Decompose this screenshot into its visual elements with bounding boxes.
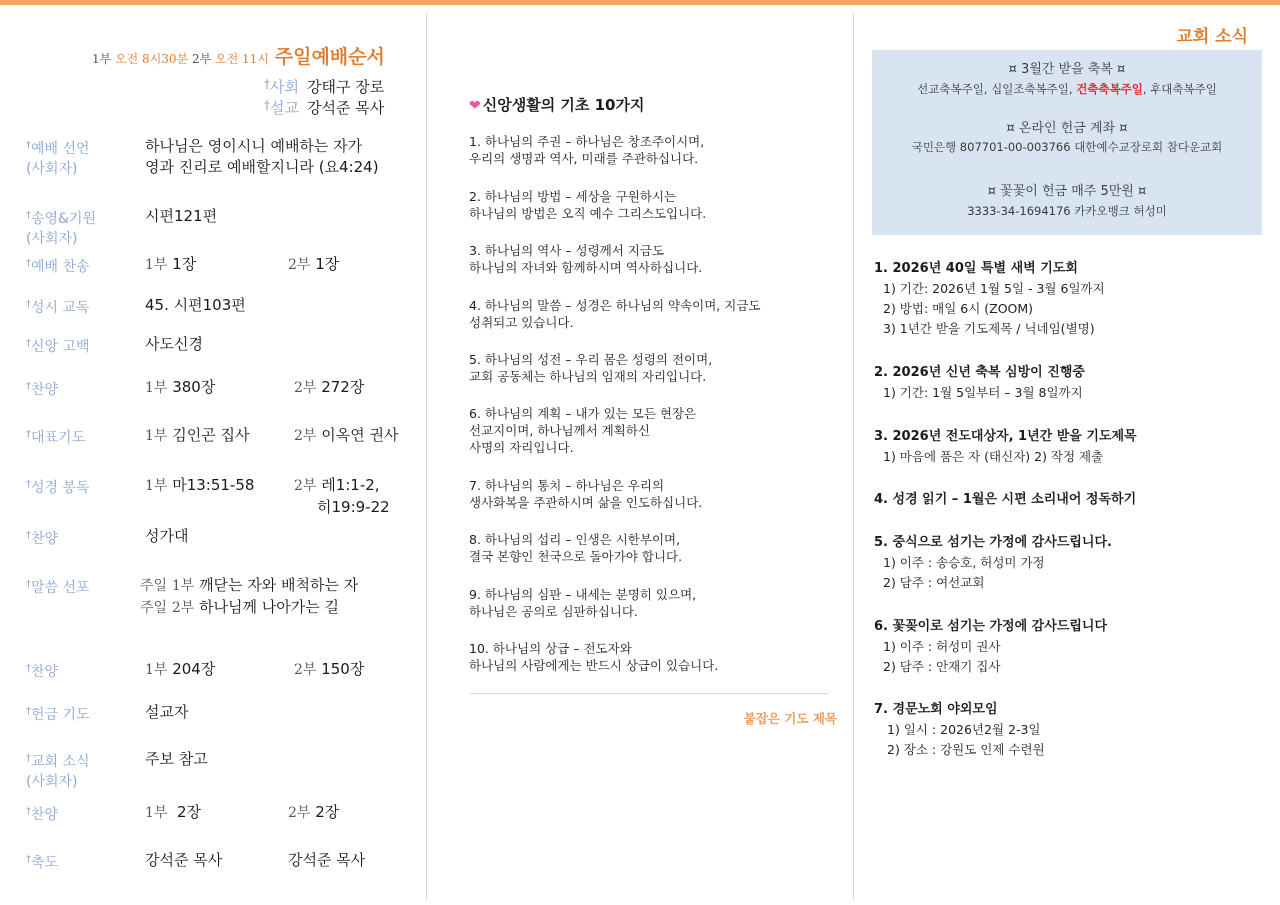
order-value-part2: 2부 1장 bbox=[288, 255, 340, 273]
officer-role: 사회 bbox=[270, 78, 299, 96]
church-news-title: 교회 소식 bbox=[1176, 27, 1248, 47]
order-value-part1: 1부 2장 bbox=[145, 803, 202, 821]
order-label: †찬양 bbox=[26, 806, 59, 823]
part2-label: 2부 bbox=[191, 52, 212, 66]
order-value-part1: 1부 마13:51-58 bbox=[145, 476, 255, 494]
basics-item: 6. 하나님의 계획 – 내가 있는 모든 현장은 선교지이며, 하나님께서 계획하신 사명의 자리입니다. bbox=[469, 406, 697, 455]
officer-host: †사회 강태구 장로 bbox=[264, 77, 385, 96]
officer-role: 설교 bbox=[270, 99, 299, 117]
order-label: †찬양 bbox=[26, 530, 59, 547]
flower-offering-account: 3333-34-1694176 카카오뱅크 허성미 bbox=[967, 204, 1167, 218]
faith-basics-title: ❤ 신앙생활의 기초 10가지 bbox=[469, 96, 645, 114]
basics-item: 10. 하나님의 상급 – 전도자와 하나님의 사람에게는 반드시 상급이 있습니다. bbox=[469, 641, 719, 673]
order-value-part1: 1부 1장 bbox=[145, 255, 197, 273]
order-value: 주보 참고 bbox=[145, 750, 208, 768]
basics-item: 7. 하나님의 통치 – 하나님은 우리의 생사화복을 주관하시며 삶을 인도하십니다. bbox=[469, 478, 703, 510]
dotted-divider bbox=[471, 693, 827, 694]
order-value-part1: 1부 김인곤 집사 bbox=[145, 426, 250, 444]
basics-item: 5. 하나님의 성전 – 우리 몸은 성령의 전이며, 교회 공동체는 하나님의 임재의 자리입니다. bbox=[469, 352, 713, 384]
news-item: 3. 2026년 전도대상자, 1년간 받을 기도제목 1) 마음에 품은 자 (태신자) 2) 작정 제출 bbox=[874, 429, 1137, 464]
news-item: 1. 2026년 40일 특별 새벽 기도회 1) 기간: 2026년 1월 5일 - 3월 6일까지 2) 방법: 매일 6시 (ZOOM) 3) 1년간 받을 기도제목 / 닉네임(별명) bbox=[874, 261, 1105, 336]
officer-name: 강태구 장로 bbox=[306, 78, 385, 96]
news-item: 2. 2026년 신년 축복 심방이 진행중 1) 기간: 1월 5일부터 – 3월 8일까지 bbox=[874, 365, 1085, 400]
basics-item: 4. 하나님의 말씀 – 성경은 하나님의 약속이며, 지금도 성취되고 있습니다. bbox=[469, 298, 761, 330]
part1-time: 오전 8시30분 bbox=[115, 52, 189, 66]
part2-time: 오전 11시 bbox=[215, 52, 269, 66]
worship-order-title: 주일예배순서 bbox=[274, 46, 385, 68]
news-item: 6. 꽃꽂이로 섬기는 가정에 감사드립니다 1) 이주 : 허성미 권사 2) 담주 : 안재기 집사 bbox=[874, 619, 1108, 674]
basics-item: 8. 하나님의 섭리 – 인생은 시한부이며, 결국 본향인 천국으로 돌아가야 합니다. bbox=[469, 532, 683, 564]
order-label: †신앙 고백 bbox=[26, 338, 90, 355]
order-value: 성가대 bbox=[145, 527, 189, 545]
service-times-header bbox=[92, 42, 385, 69]
order-label: †헌금 기도 bbox=[26, 706, 90, 723]
order-value-part2: 2부 272장 bbox=[294, 378, 365, 396]
flower-offering-heading: ¤ 꽃꽃이 헌금 매주 5만원 ¤ bbox=[987, 184, 1147, 199]
order-label: †교회 소식 (사회자) bbox=[26, 753, 90, 790]
news-item: 7. 경문노회 야외모임 1) 일시 : 2026년2월 2-3일 2) 장소 : 강원도 인제 수련원 bbox=[874, 702, 1045, 757]
offering-account: 국민은행 807701-00-003766 대한예수교장로회 참다운교회 bbox=[911, 140, 1223, 154]
prayer-topics-heading: 붙잡은 기도 제목 bbox=[743, 711, 837, 726]
online-offering-heading: ¤ 온라인 헌금 계좌 ¤ bbox=[1006, 121, 1128, 136]
order-value-part2: 2부 150장 bbox=[294, 660, 365, 678]
basics-item: 1. 하나님의 주권 – 하나님은 창조주이시며, 우리의 생명과 역사, 미래를 주관하십니다. bbox=[469, 134, 705, 166]
info-box bbox=[872, 50, 1262, 235]
order-value: 하나님은 영이시니 예배하는 자가 영과 진리로 예배할지니라 (요4:24) bbox=[145, 137, 379, 176]
church-news-panel bbox=[854, 0, 1280, 905]
worship-order-panel bbox=[0, 0, 426, 905]
officer-preacher: †설교 강석준 목사 bbox=[264, 98, 385, 117]
order-label: †말씀 선포 bbox=[26, 579, 90, 596]
order-value: 시편121편 bbox=[145, 207, 218, 225]
order-label: †예배 선언 (사회자) bbox=[26, 140, 90, 177]
order-value-part1: 강석준 목사 bbox=[145, 851, 223, 869]
order-label: †축도 bbox=[26, 854, 59, 871]
part1-label: 1부 bbox=[92, 52, 112, 66]
news-item: 5. 중식으로 섬기는 가정에 감사드립니다. 1) 이주 : 송승호, 허성미 가정 2) 담주 : 여선교회 bbox=[874, 535, 1112, 590]
blessing-sundays: 선교축복주일, 십일조축복주일, 건축축복주일, 후대축복주일 bbox=[917, 82, 1217, 96]
order-label: †찬양 bbox=[26, 381, 59, 398]
order-value-part2: 2부 2장 bbox=[288, 803, 340, 821]
order-label: †송영&기원 (사회자) bbox=[26, 210, 97, 247]
order-value: 45. 시편103편 bbox=[145, 296, 246, 314]
order-label: †대표기도 bbox=[26, 429, 86, 446]
order-label: †성경 봉독 bbox=[26, 479, 90, 496]
order-value-part1: 1부 204장 bbox=[145, 660, 216, 678]
blessing-heading: ¤ 3월간 받을 축복 ¤ bbox=[1008, 62, 1126, 77]
order-label: †예배 찬송 bbox=[26, 258, 90, 275]
sermon-titles: 주일 1부 깨닫는 자와 배척하는 자 주일 2부 하나님께 나아가는 길 bbox=[140, 576, 359, 616]
officer-name: 강석준 목사 bbox=[306, 99, 385, 117]
heart-icon: ❤ bbox=[469, 98, 481, 114]
order-value-part2: 강석준 목사 bbox=[288, 851, 366, 869]
faith-basics-panel bbox=[427, 0, 853, 905]
order-value: 사도신경 bbox=[145, 335, 203, 353]
order-value-part1: 1부 380장 bbox=[145, 378, 216, 396]
basics-item: 3. 하나님의 역사 – 성령께서 지금도 하나님의 자녀와 함께하시며 역사하십니다. bbox=[469, 243, 703, 275]
basics-item: 9. 하나님의 심판 – 내세는 분명히 있으며, 하나님은 공의로 심판하십니다. bbox=[469, 587, 697, 619]
order-label: †성시 교독 bbox=[26, 299, 90, 316]
order-label: †찬양 bbox=[26, 663, 59, 680]
news-item: 4. 성경 읽기 – 1월은 시편 소리내어 정독하기 bbox=[874, 492, 1137, 507]
basics-item: 2. 하나님의 방법 – 세상을 구원하시는 하나님의 방법은 오직 예수 그리스도입니다. bbox=[469, 189, 707, 221]
order-value: 설교자 bbox=[145, 703, 189, 721]
order-value-part2: 2부 레1:1-2, 히19:9-22 bbox=[294, 476, 390, 516]
order-value-part2: 2부 이옥연 권사 bbox=[294, 426, 399, 444]
